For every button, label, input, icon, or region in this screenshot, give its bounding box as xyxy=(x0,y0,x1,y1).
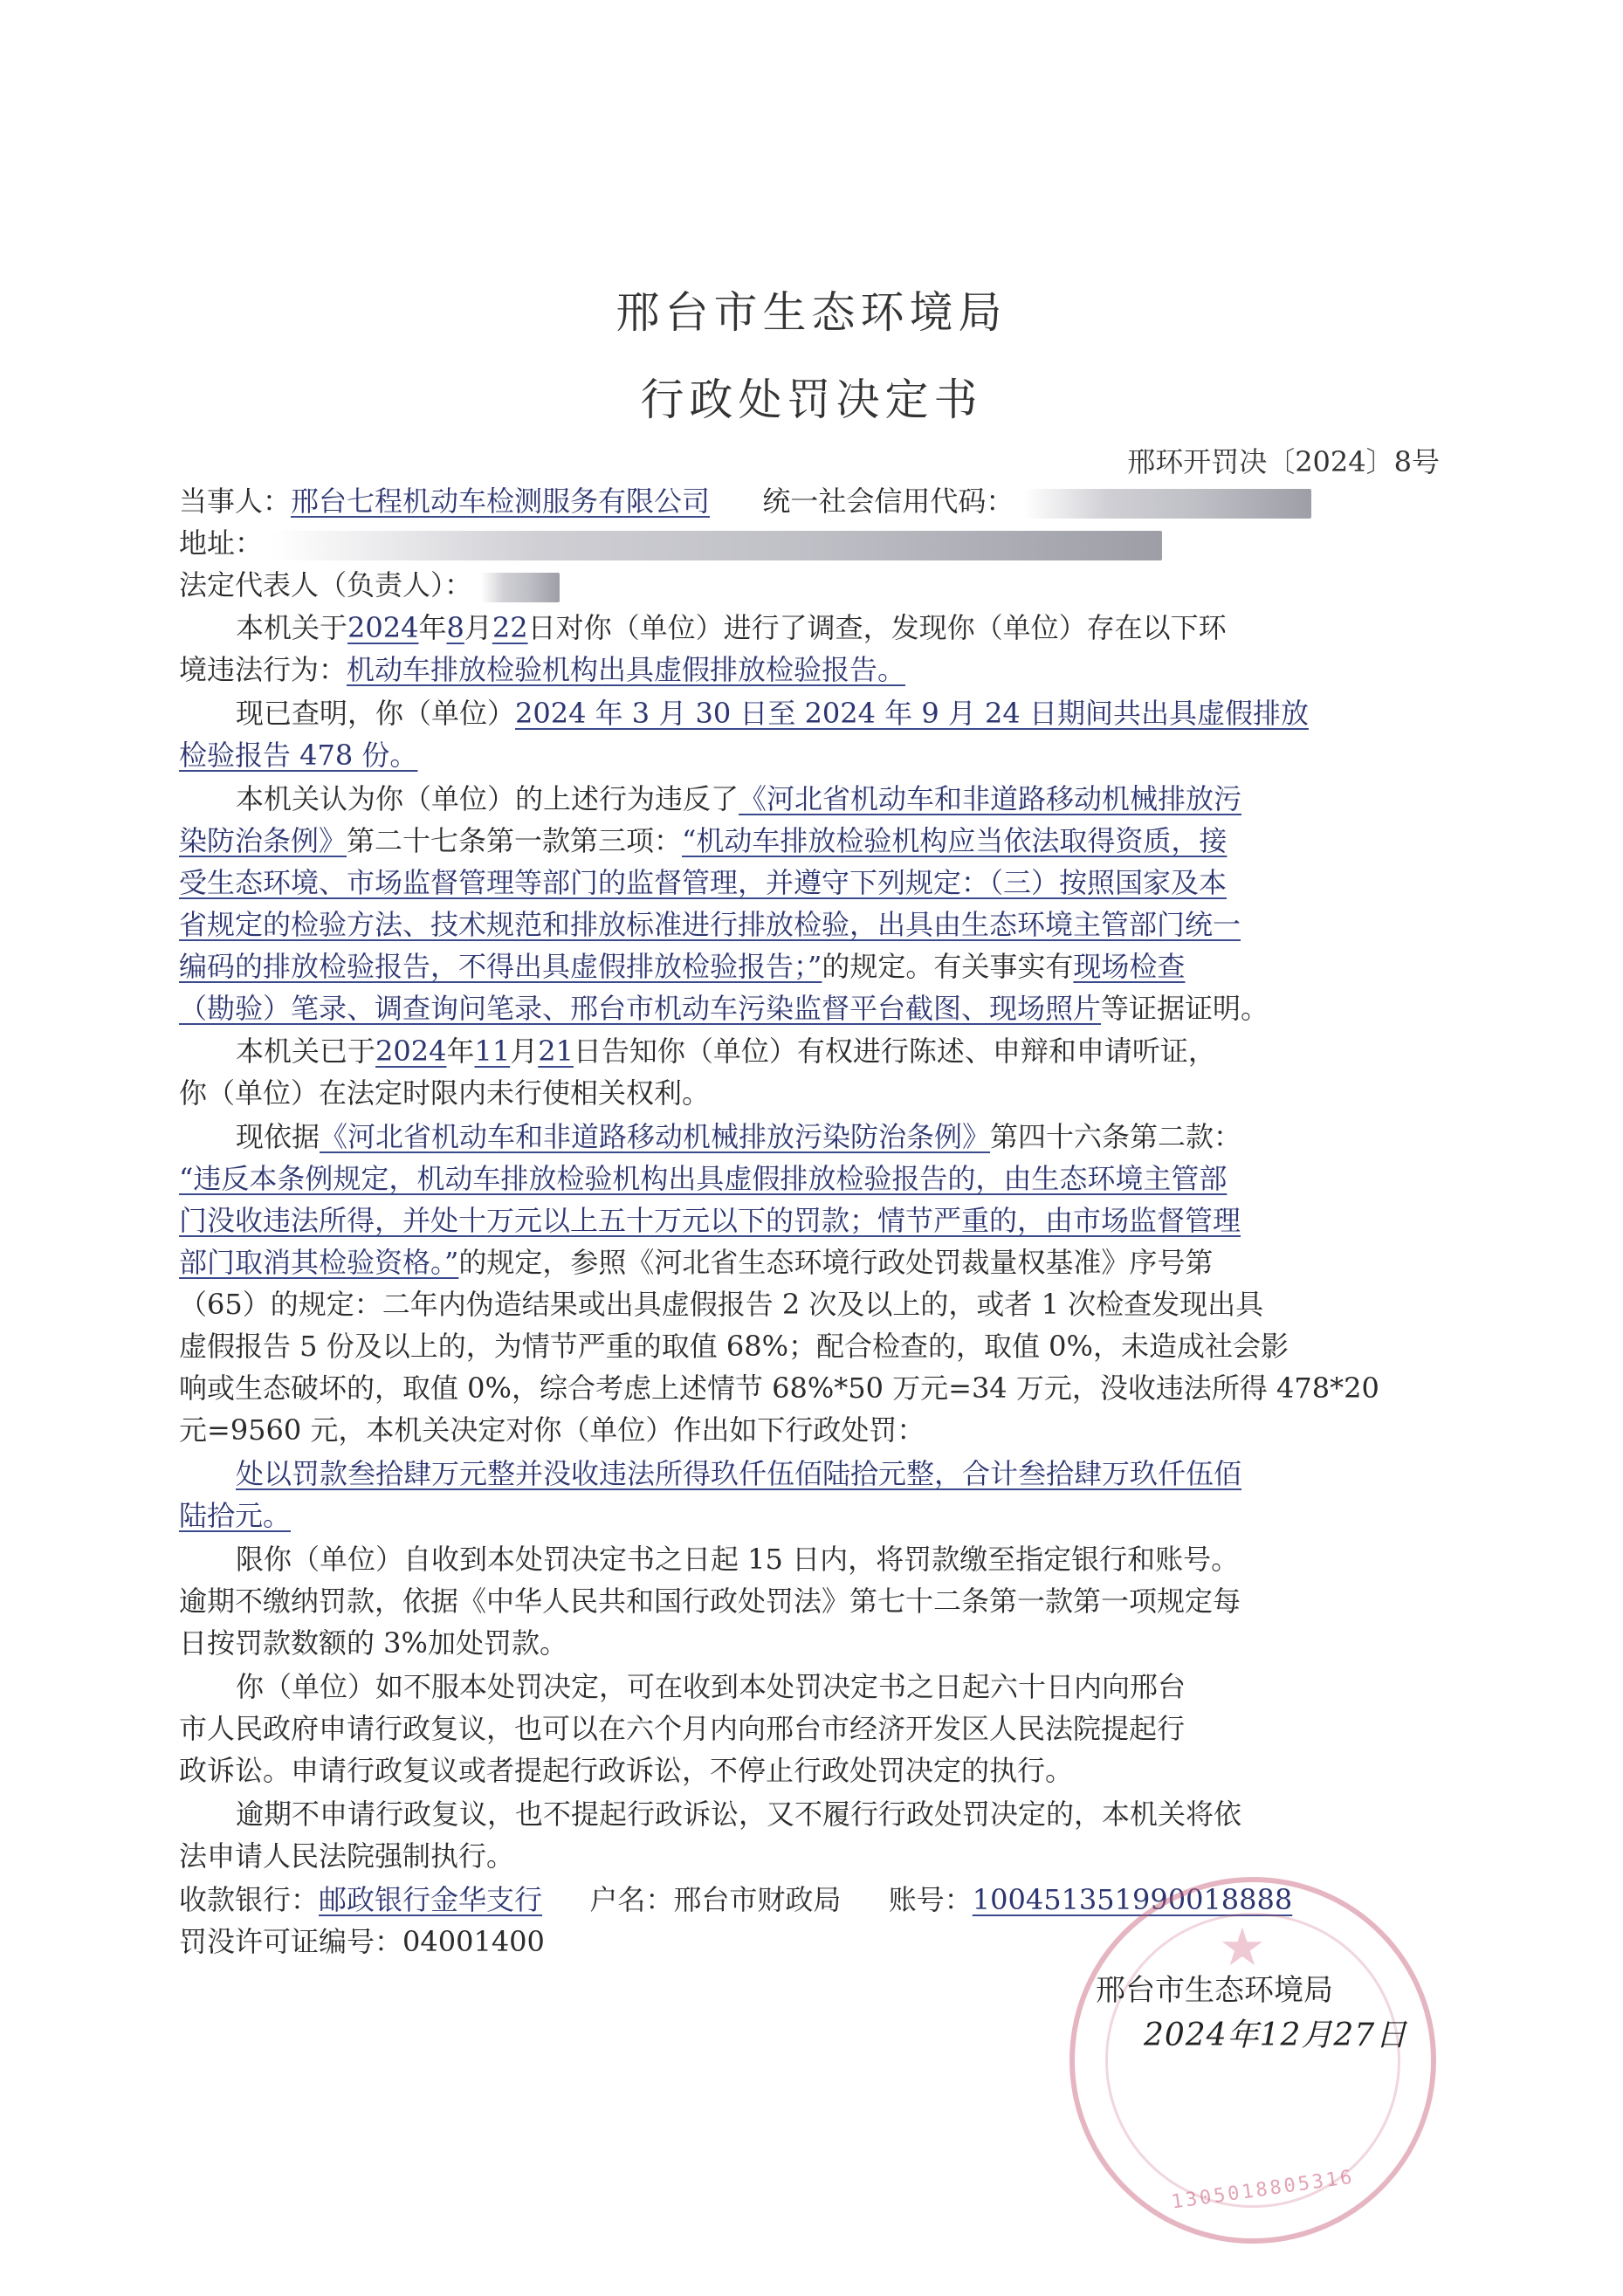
redacted-address xyxy=(272,531,1162,560)
document-number: 邢环开罚决〔2024〕8号 xyxy=(1127,445,1440,478)
paragraph-enforcement: 逾期不申请行政复议，也不提起行政诉讼，又不履行行政处罚决定的，本机关将依 xyxy=(236,1798,1242,1831)
org-title: 邢台市生态环境局 xyxy=(616,287,1007,338)
findings-line-2: 检验报告 478 份。 xyxy=(179,739,418,772)
payment-deadline-line-3: 日按罚款数额的 3%加处罚款。 xyxy=(179,1626,567,1660)
notice-line-2: 你（单位）在法定时限内未行使相关权利。 xyxy=(179,1076,711,1110)
legal-basis-line-5: 编码的排放检验报告，不得出具虚假排放检验报告；”的规定。有关事实有现场检查 xyxy=(179,950,1186,983)
violation-line: 境违法行为：机动车排放检验机构出具虚假排放检验报告。 xyxy=(179,653,906,686)
paragraph-investigation: 本机关于2024年8月22日对你（单位）进行了调查，发现你（单位）存在以下环 xyxy=(236,611,1227,644)
seal-star-icon: ★ xyxy=(1219,1917,1266,1978)
bank-name: 邮政银行金华支行 xyxy=(319,1883,543,1916)
redacted-credit-code xyxy=(1023,489,1311,519)
payee-label: 户名： xyxy=(589,1883,674,1916)
paragraph-penalty-basis: 现依据《河北省机动车和非道路移动机械排放污染防治条例》第四十六条第二款： xyxy=(236,1120,1242,1153)
enforcement-line-2: 法申请人民法院强制执行。 xyxy=(179,1839,515,1873)
legal-basis-line-2: 染防治条例》第二十七条第一款第三项：“机动车排放检验机构应当依法取得资质，接 xyxy=(179,824,1228,857)
penalty-basis-line-3: 门没收违法所得，并处十万元以上五十万元以下的罚款；情节严重的，由市场监督管理 xyxy=(179,1204,1241,1237)
credit-code-label: 统一社会信用代码： xyxy=(762,485,1014,518)
payee-name: 邢台市财政局 xyxy=(673,1883,842,1916)
address-label: 地址： xyxy=(179,526,264,560)
redacted-representative xyxy=(481,573,560,602)
official-seal xyxy=(1069,1877,1436,2244)
legal-basis-line-6: （勘验）笔录、调查询问笔录、邢台市机动车污染监督平台截图、现场照片等证据证明。 xyxy=(179,992,1269,1025)
signature-org: 邢台市生态环境局 xyxy=(1096,1973,1333,2008)
party-line xyxy=(179,482,1454,520)
paragraph-notice: 本机关已于2024年11月21日告知你（单位）有权进行陈述、申辩和申请听证， xyxy=(236,1035,1216,1068)
paragraph-payment-deadline: 限你（单位）自收到本处罚决定书之日起 15 日内，将罚款缴至指定银行和账号。 xyxy=(236,1543,1240,1576)
account-number: 10045135199001​8888 xyxy=(972,1883,1293,1916)
permit-number: 04001400 xyxy=(402,1925,545,1958)
document-title: 行政处罚决定书 xyxy=(640,375,983,425)
appeal-line-2: 市人民政府申请行政复议，也可以在六个月内向邢台市经济开发区人民法院提起行 xyxy=(179,1712,1186,1745)
payment-deadline-line-2: 逾期不缴纳罚款，依据《中华人民共和国行政处罚法》第七十二条第一款第一项规定每 xyxy=(179,1585,1241,1618)
paragraph-decision: 处以罚款叁拾肆万元整并没收违法所得玖仟伍佰陆拾元整，合计叁拾肆万玖仟伍佰 xyxy=(236,1457,1242,1490)
account-label: 账号： xyxy=(888,1883,973,1916)
penalty-basis-line-4: 部门取消其检验资格。”的规定，参照《河北省生态环境行政处罚裁量权基准》序号第 xyxy=(179,1246,1214,1279)
legal-basis-line-3: 受生态环境、市场监督管理等部门的监督管理，并遵守下列规定：（三）按照国家及本 xyxy=(179,866,1228,899)
penalty-basis-line-5: （65）的规定：二年内伪造结果或出具虚假报告 2 次及以上的，或者 1 次检查发现出具 xyxy=(179,1288,1264,1321)
penalty-basis-line-8: 元=9560 元，本机关决定对你（单位）作出如下行政处罚： xyxy=(179,1413,925,1447)
penalty-basis-line-2: “违反本条例规定，机动车排放检验机构出具虚假排放检验报告的，由生态环境主管部 xyxy=(179,1162,1228,1195)
paragraph-appeal: 你（单位）如不服本处罚决定，可在收到本处罚决定书之日起六十日内向邢台 xyxy=(236,1670,1186,1703)
address-line xyxy=(179,524,1454,562)
bank-label: 收款银行： xyxy=(179,1883,320,1916)
paragraph-legal-basis: 本机关认为你（单位）的上述行为违反了《河北省机动车和非道路移动机械排放污 xyxy=(236,782,1242,815)
appeal-line-3: 政诉讼。申请行政复议或者提起行政诉讼，不停止行政处罚决定的执行。 xyxy=(179,1754,1074,1787)
representative-label: 法定代表人（负责人）： xyxy=(179,568,473,601)
party-name: 邢台七程机动车检测服务有限公司 xyxy=(291,485,711,518)
permit-label: 罚没许可证编号： xyxy=(179,1925,403,1958)
legal-basis-line-4: 省规定的检验方法、技术规范和排放标准进行排放检验，出具由生态环境主管部门统一 xyxy=(179,908,1241,941)
representative-line xyxy=(179,566,1454,604)
signature-date: 2024年12月27日 xyxy=(1144,2018,1408,2053)
paragraph-findings: 现已查明，你（单位）2024 年 3 月 30 日至 2024 年 9 月 24 日期间共出具虚假排放 xyxy=(236,697,1309,730)
seal-code: 1305018805316 xyxy=(1170,2166,1356,2214)
party-label: 当事人： xyxy=(179,485,292,518)
decision-line-2: 陆拾元。 xyxy=(179,1499,292,1532)
penalty-basis-line-7: 响或生态破坏的，取值 0%，综合考虑上述情节 68%*50 万元=34 万元，没收违法所得 478*20 xyxy=(179,1371,1379,1405)
penalty-basis-line-6: 虚假报告 5 份及以上的，为情节严重的取值 68%；配合检查的，取值 0%，未造成社会影 xyxy=(179,1330,1289,1363)
